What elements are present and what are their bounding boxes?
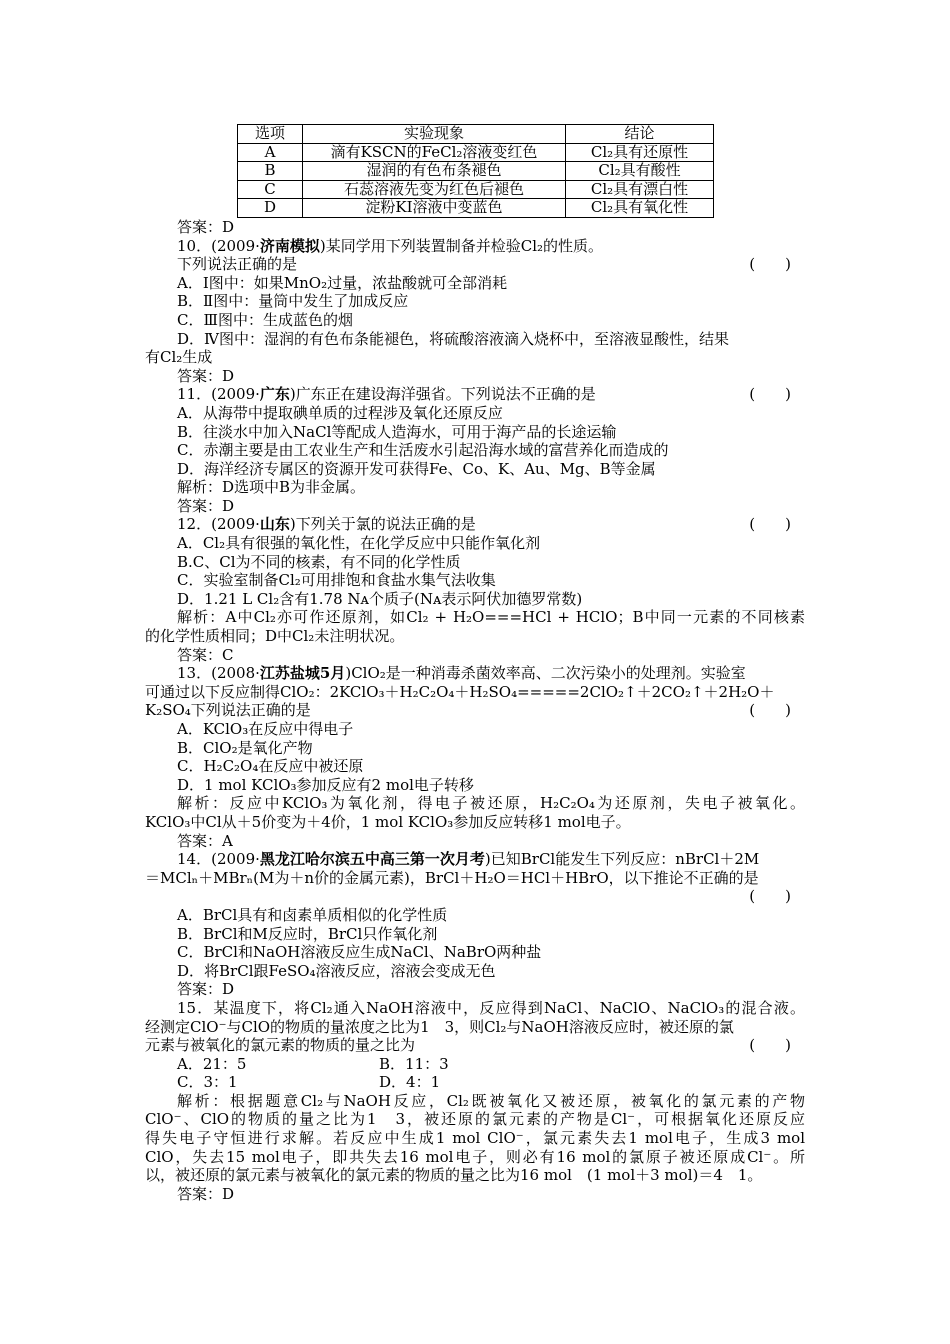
q15-option: C．3：1 xyxy=(177,1073,238,1092)
table-cell: 湿润的有色布条褪色 xyxy=(303,162,566,181)
q13-answer: 答案：A xyxy=(177,831,233,850)
q10-option: A．Ⅰ图中：如果MnO₂过量，浓盐酸就可全部消耗 xyxy=(177,273,508,292)
q11-stem-text: )广东正在建设海洋强省。下列说法不正确的是 xyxy=(289,385,596,404)
q13-source: 江苏盐城5月 xyxy=(259,664,346,683)
table-header-cell: 选项 xyxy=(238,125,303,144)
q11-analysis: 解析：D选项中B为非金属。 xyxy=(177,478,366,497)
table-cell: C xyxy=(238,180,303,199)
q15-analysis-cont: 得失电子守恒进行求解。若反应中生成1 mol ClO⁻，氯元素失去1 mol电子，生成3 mol xyxy=(145,1129,805,1148)
q13-option: C．H₂C₂O₄在反应中被还原 xyxy=(177,757,364,776)
answer-blank: ( ) xyxy=(749,255,791,274)
q10-option: B．Ⅱ图中：量筒中发生了加成反应 xyxy=(177,292,409,311)
table-row xyxy=(238,199,714,218)
q14-stem xyxy=(145,850,805,869)
q10-option-cont: 有Cl₂生成 xyxy=(145,348,213,367)
table-cell: 石蕊溶液先变为红色后褪色 xyxy=(303,180,566,199)
q14-answer: 答案：D xyxy=(177,980,235,999)
q10-option: D．Ⅳ图中：湿润的有色布条能褪色，将硫酸溶液滴入烧杯中，至溶液显酸性，结果 xyxy=(177,329,730,348)
table-cell: Cl₂具有氧化性 xyxy=(566,199,714,218)
q15-line3 xyxy=(145,1036,805,1055)
table-header-row xyxy=(238,125,714,144)
options-table xyxy=(237,124,714,218)
q13-option: A．KClO₃在反应中得电子 xyxy=(177,720,354,738)
table-cell: A xyxy=(238,143,303,162)
q13-equation: 可通过以下反应制得ClO₂：2KClO₃＋H₂C₂O₄＋H₂SO₄=====2ClO₂↑＋2CO₂↑＋2H₂O＋ xyxy=(145,682,775,701)
answer-blank: ( ) xyxy=(749,515,791,534)
q13-stem xyxy=(145,664,805,683)
answer-blank: ( ) xyxy=(749,887,791,906)
q15-analysis-cont: ClO⁻、ClO的物质的量之比为1 3，被还原的氯元素的产物是Cl⁻，可根据氧化还原反应 xyxy=(145,1110,805,1129)
q12-option: A．Cl₂具有很强的氧化性，在化学反应中只能作氧化剂 xyxy=(177,534,541,553)
q12-option: D．1.21 L Cl₂含有1.78 Nᴀ个质子(Nᴀ表示阿伏加德罗常数) xyxy=(177,589,583,608)
q10-prefix: 10．(2009· xyxy=(177,236,260,255)
q12-stem xyxy=(145,515,805,534)
q14-option: B．BrCl和M反应时，BrCl只作氧化剂 xyxy=(177,924,438,943)
q11-option: C．赤潮主要是由工农业生产和生活废水引起沿海水域的富营养化而造成的 xyxy=(177,441,669,460)
q10-stem xyxy=(145,237,805,256)
q12-prefix: 12．(2009· xyxy=(177,515,260,534)
document-content xyxy=(145,124,805,1203)
q13-analysis: 解析：反应中KClO₃为氧化剂，得电子被还原，H₂C₂O₄为还原剂，失电子被氧化。 xyxy=(177,794,805,813)
q12-analysis-cont: 的化学性质相同；D中Cl₂未注明状况。 xyxy=(145,627,405,646)
q10-source: 济南模拟 xyxy=(259,236,320,255)
q15-options-row xyxy=(145,1073,805,1092)
table-row xyxy=(238,162,714,181)
q11-option: B．往淡水中加入NaCl等配成人造海水，可用于海产品的长途运输 xyxy=(177,422,617,441)
q15-line2: 经测定ClO⁻与ClO的物质的量浓度之比为1 3，则Cl₂与NaOH溶液反应时，被还原的氯 xyxy=(145,1017,734,1036)
q15-analysis-cont: 以，被还原的氯元素与被氧化的氯元素的物质的量之比为16 mol (1 mol＋3 mol)＝4 1。 xyxy=(145,1166,763,1185)
table-cell: Cl₂具有漂白性 xyxy=(566,180,714,199)
q14-blank-line xyxy=(145,887,805,906)
table-row xyxy=(238,180,714,199)
q12-source: 山东 xyxy=(259,515,290,534)
table-cell: D xyxy=(238,199,303,218)
q12-option: C．实验室制备Cl₂可用排饱和食盐水集气法收集 xyxy=(177,571,496,590)
table-cell: Cl₂具有酸性 xyxy=(566,162,714,181)
q13-line3 xyxy=(145,701,805,720)
q15-option: A．21：5 xyxy=(177,1054,247,1073)
q15-stem: 15．某温度下，将Cl₂通入NaOH溶液中，反应得到NaCl、NaClO、NaClO₃的混合液。 xyxy=(177,998,805,1017)
q10-answer: 答案：D xyxy=(177,366,235,385)
q12-option: B.C、Cl为不同的核素，有不同的化学性质 xyxy=(177,552,461,571)
q13-line3-text: K₂SO₄下列说法正确的是 xyxy=(145,701,311,720)
q15-analysis-cont: ClO，失去15 mol电子，即共失去16 mol电子，则必有16 mol的氯原子被还原成Cl⁻。所 xyxy=(145,1147,805,1166)
q12-stem-text: )下列关于氯的说法正确的是 xyxy=(289,515,476,534)
table-cell: 滴有KSCN的FeCl₂溶液变红色 xyxy=(303,143,566,162)
q13-analysis-cont: KClO₃中Cl从＋5价变为＋4价，1 mol KClO₃参加反应转移1 mol电子。 xyxy=(145,812,631,831)
q15-line3-text: 元素与被氧化的氯元素的物质的量之比为 xyxy=(145,1036,416,1055)
q10-option: C．Ⅲ图中：生成蓝色的烟 xyxy=(177,310,353,329)
q11-option: A．从海带中提取碘单质的过程涉及氧化还原反应 xyxy=(177,403,503,422)
table-cell: 淀粉KI溶液中变蓝色 xyxy=(303,199,566,218)
q14-line2: ＝MClₙ＋MBrₙ(M为＋n价的金属元素)，BrCl＋H₂O＝HCl＋HBrO，以下推论不正确的是 xyxy=(145,868,759,887)
q11-prefix: 11．(2009· xyxy=(177,385,260,404)
q11-source: 广东 xyxy=(259,385,290,404)
table-header-cell: 实验现象 xyxy=(303,125,566,144)
q13-stem-text: )ClO₂是一种消毒杀菌效率高、二次污染小的处理剂。实验室 xyxy=(345,664,746,683)
q15-analysis: 解析：根据题意Cl₂与NaOH反应，Cl₂既被氧化又被还原，被氧化的氯元素的产物 xyxy=(177,1091,805,1110)
q15-option: D．4：1 xyxy=(379,1073,441,1092)
answer-blank: ( ) xyxy=(749,701,791,720)
q11-answer: 答案：D xyxy=(177,496,235,515)
table-row xyxy=(238,143,714,162)
q12-answer: 答案：C xyxy=(177,645,234,664)
q15-option: B．11：3 xyxy=(379,1054,449,1073)
q13-prefix: 13．(2008· xyxy=(177,664,260,683)
q14-option: D．将BrCl跟FeSO₄溶液反应，溶液会变成无色 xyxy=(177,961,496,980)
q12-analysis: 解析：A中Cl₂亦可作还原剂，如Cl₂ + H₂O===HCl + HClO；B中同一元素的不同核素 xyxy=(177,608,805,627)
answer-blank: ( ) xyxy=(749,1036,791,1055)
q14-option: A．BrCl具有和卤素单质相似的化学性质 xyxy=(177,905,448,924)
q15-options-row xyxy=(145,1055,805,1074)
q14-prefix: 14．(2009· xyxy=(177,850,260,869)
q11-option: D．海洋经济专属区的资源开发可获得Fe、Co、K、Au、Mg、B等金属 xyxy=(177,459,656,478)
table-header-cell: 结论 xyxy=(566,125,714,144)
q14-source: 黑龙江哈尔滨五中高三第一次月考 xyxy=(259,850,485,869)
q13-option: D．1 mol KClO₃参加反应有2 mol电子转移 xyxy=(177,775,474,794)
table-cell: Cl₂具有还原性 xyxy=(566,143,714,162)
q10-line2-text: 下列说法正确的是 xyxy=(177,255,298,274)
q15-answer: 答案：D xyxy=(177,1184,235,1203)
answer-blank: ( ) xyxy=(749,385,791,404)
q11-stem xyxy=(145,385,805,404)
q9-answer: 答案：D xyxy=(177,217,235,236)
q14-option: C．BrCl和NaOH溶液反应生成NaCl、NaBrO两种盐 xyxy=(177,943,542,962)
q14-stem-text: )已知BrCl能发生下列反应：nBrCl＋2M xyxy=(484,850,760,869)
table-cell: B xyxy=(238,162,303,181)
q10-line2 xyxy=(145,255,805,274)
q10-stem-text: )某同学用下列装置制备并检验Cl₂的性质。 xyxy=(319,236,604,255)
q13-option: B．ClO₂是氧化产物 xyxy=(177,738,313,757)
